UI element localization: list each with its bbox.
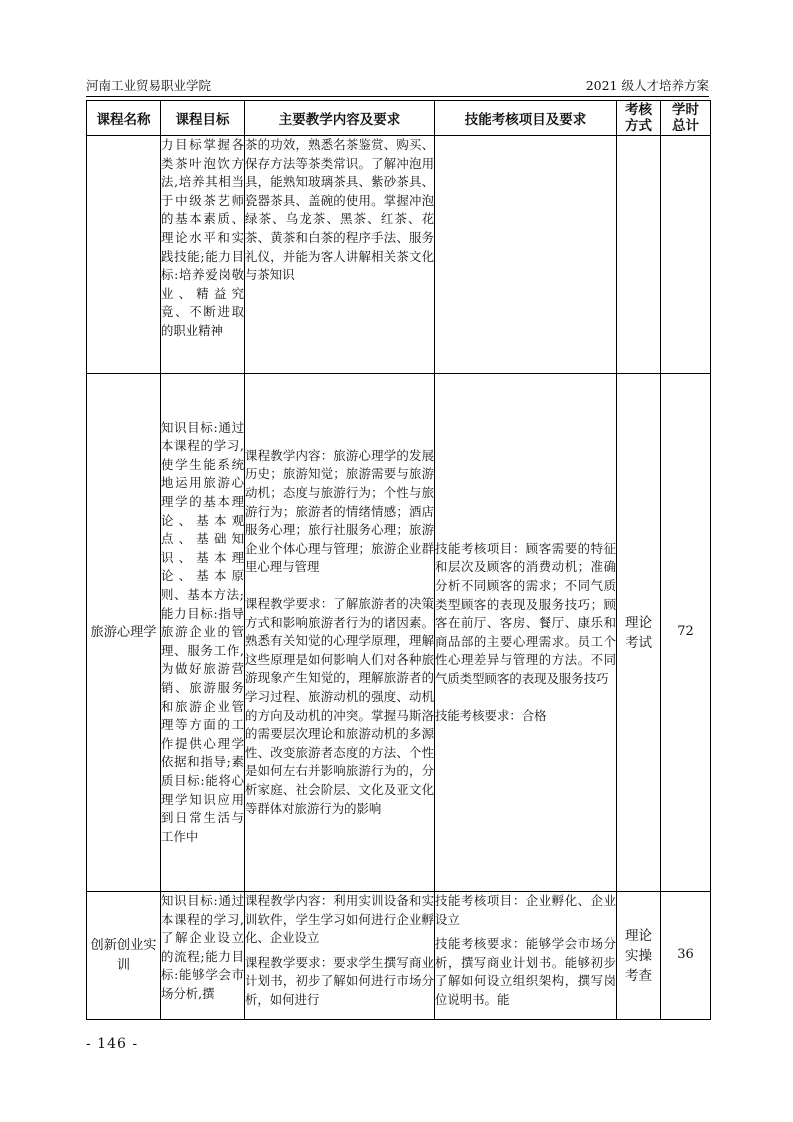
exam-line2: 实操	[625, 947, 652, 964]
skill-paragraph: 技能考核项目：企业孵化、企业设立	[435, 893, 616, 927]
header-rule	[86, 96, 709, 97]
col-header-hours-line1: 学时	[672, 102, 699, 118]
skill-paragraph: 技能考核要求：合格	[435, 707, 547, 723]
course-name: 旅游心理学	[87, 374, 161, 892]
col-header-skill: 技能考核项目及要求	[435, 101, 617, 136]
course-exam	[617, 892, 661, 1020]
header-school-name: 河南工业贸易职业学院	[86, 78, 212, 93]
course-hours: 72	[661, 374, 711, 892]
course-hours	[661, 136, 711, 374]
course-table	[86, 100, 711, 1020]
table-header-row	[87, 101, 711, 136]
table-row	[87, 374, 711, 892]
content-paragraph: 课程教学要求：要求学生撰写商业计划书，初步了解如何进行市场分析，如何进行	[245, 954, 434, 1007]
col-header-hours	[661, 101, 711, 136]
content-paragraph: 茶的功效，熟悉名茶鉴赏、购买、保存方法等茶类常识。了解冲泡用具，能熟知玻璃茶具、紫砂茶具、瓷器茶具、盖碗的使用。掌握冲泡绿茶、乌龙茶、黑茶、红茶、花茶、黄茶和白茶的程序手法、服务礼仪，并能为客人讲解相关茶文化与茶知识	[245, 137, 434, 283]
page-number: - 146 -	[86, 1036, 139, 1052]
col-header-content: 主要教学内容及要求	[245, 101, 435, 136]
col-header-name: 课程名称	[87, 101, 161, 136]
course-exam	[617, 374, 661, 892]
exam-line1: 理论	[625, 927, 652, 944]
course-goal: 知识目标:通过本课程的学习,使学生能系统地运用旅游心理学的基本理论、基本观点、基础知识、基本理论、基本原则、基本方法;能力目标:指导旅游企业的管理、服务工作,为做好旅游营销、旅游服务和旅游企业管理等方面的工作提供心理学依据和指导;素质目标:能将心理学知识应用到日常生活与工作中	[161, 374, 245, 892]
content-paragraph: 课程教学要求：了解旅游者的决策方式和影响旅游者行为的诸因素。熟悉有关知觉的心理学原理，理解这些原理是如何影响人们对各种旅游现象产生知觉的，理解旅游者的学习过程、旅游动机的强度、动机的方向及动机的冲突。掌握马斯洛的需要层次理论和旅游动机的多源性、改变旅游者态度的方法、个性是如何左右并影响旅游行为的，分析家庭、社会阶层、文化及亚文化等群体对旅游行为的影响	[245, 596, 434, 816]
col-header-hours-line2: 总计	[672, 118, 699, 134]
exam-line1: 理论	[625, 614, 652, 631]
course-content	[245, 892, 435, 1020]
course-name	[87, 136, 161, 374]
course-skill	[435, 374, 617, 892]
course-goal: 知识目标:通过本课程的学习,了解企业设立的流程;能力目标:能够学会市场分析,撰	[161, 892, 245, 1020]
course-exam	[617, 136, 661, 374]
course-content	[245, 374, 435, 892]
content-paragraph: 课程教学内容：利用实训设备和实训软件，学生学习如何进行企业孵化、企业设立	[245, 893, 434, 946]
course-skill	[435, 892, 617, 1020]
table-row	[87, 892, 711, 1020]
course-name: 创新创业实训	[87, 892, 161, 1020]
exam-line3: 考查	[625, 967, 652, 984]
col-header-exam-line1: 考核	[625, 102, 652, 118]
table-row	[87, 136, 711, 374]
col-header-goal: 课程目标	[161, 101, 245, 136]
skill-paragraph: 技能考核要求：能够学会市场分析，撰写商业计划书。能够初步了解如何设立组织架构，撰写岗位说明书。能	[435, 936, 616, 1007]
exam-line2: 考试	[625, 634, 652, 651]
course-content	[245, 136, 435, 374]
col-header-exam	[617, 101, 661, 136]
header-document-title: 2021 级人才培养方案	[585, 78, 709, 93]
col-header-exam-line2: 方式	[625, 118, 652, 134]
skill-paragraph: 技能考核项目：顾客需要的特征和层次及顾客的消费动机；准确分析不同顾客的需求；不同气质类型顾客的表现及服务技巧；顾客在前厅、客房、餐厅、康乐和商品部的主要心理需求。员工个性心理差异与管理的方法。不同气质类型顾客的表现及服务技巧	[435, 540, 616, 686]
course-goal: 力目标掌握各类茶叶泡饮方法,培养其相当于中级茶艺师的基本素质、理论水平和实践技能;能力目标:培养爱岗敬业、精益究竟、不断进取的职业精神	[161, 136, 245, 374]
course-hours: 36	[661, 892, 711, 1020]
course-skill	[435, 136, 617, 374]
content-paragraph: 课程教学内容：旅游心理学的发展历史；旅游知觉；旅游需要与旅游动机；态度与旅游行为；个性与旅游行为；旅游者的情绪情感；酒店服务心理；旅行社服务心理；旅游企业个体心理与管理；旅游企业群里心理与管理	[245, 447, 434, 575]
page-header	[86, 76, 709, 96]
